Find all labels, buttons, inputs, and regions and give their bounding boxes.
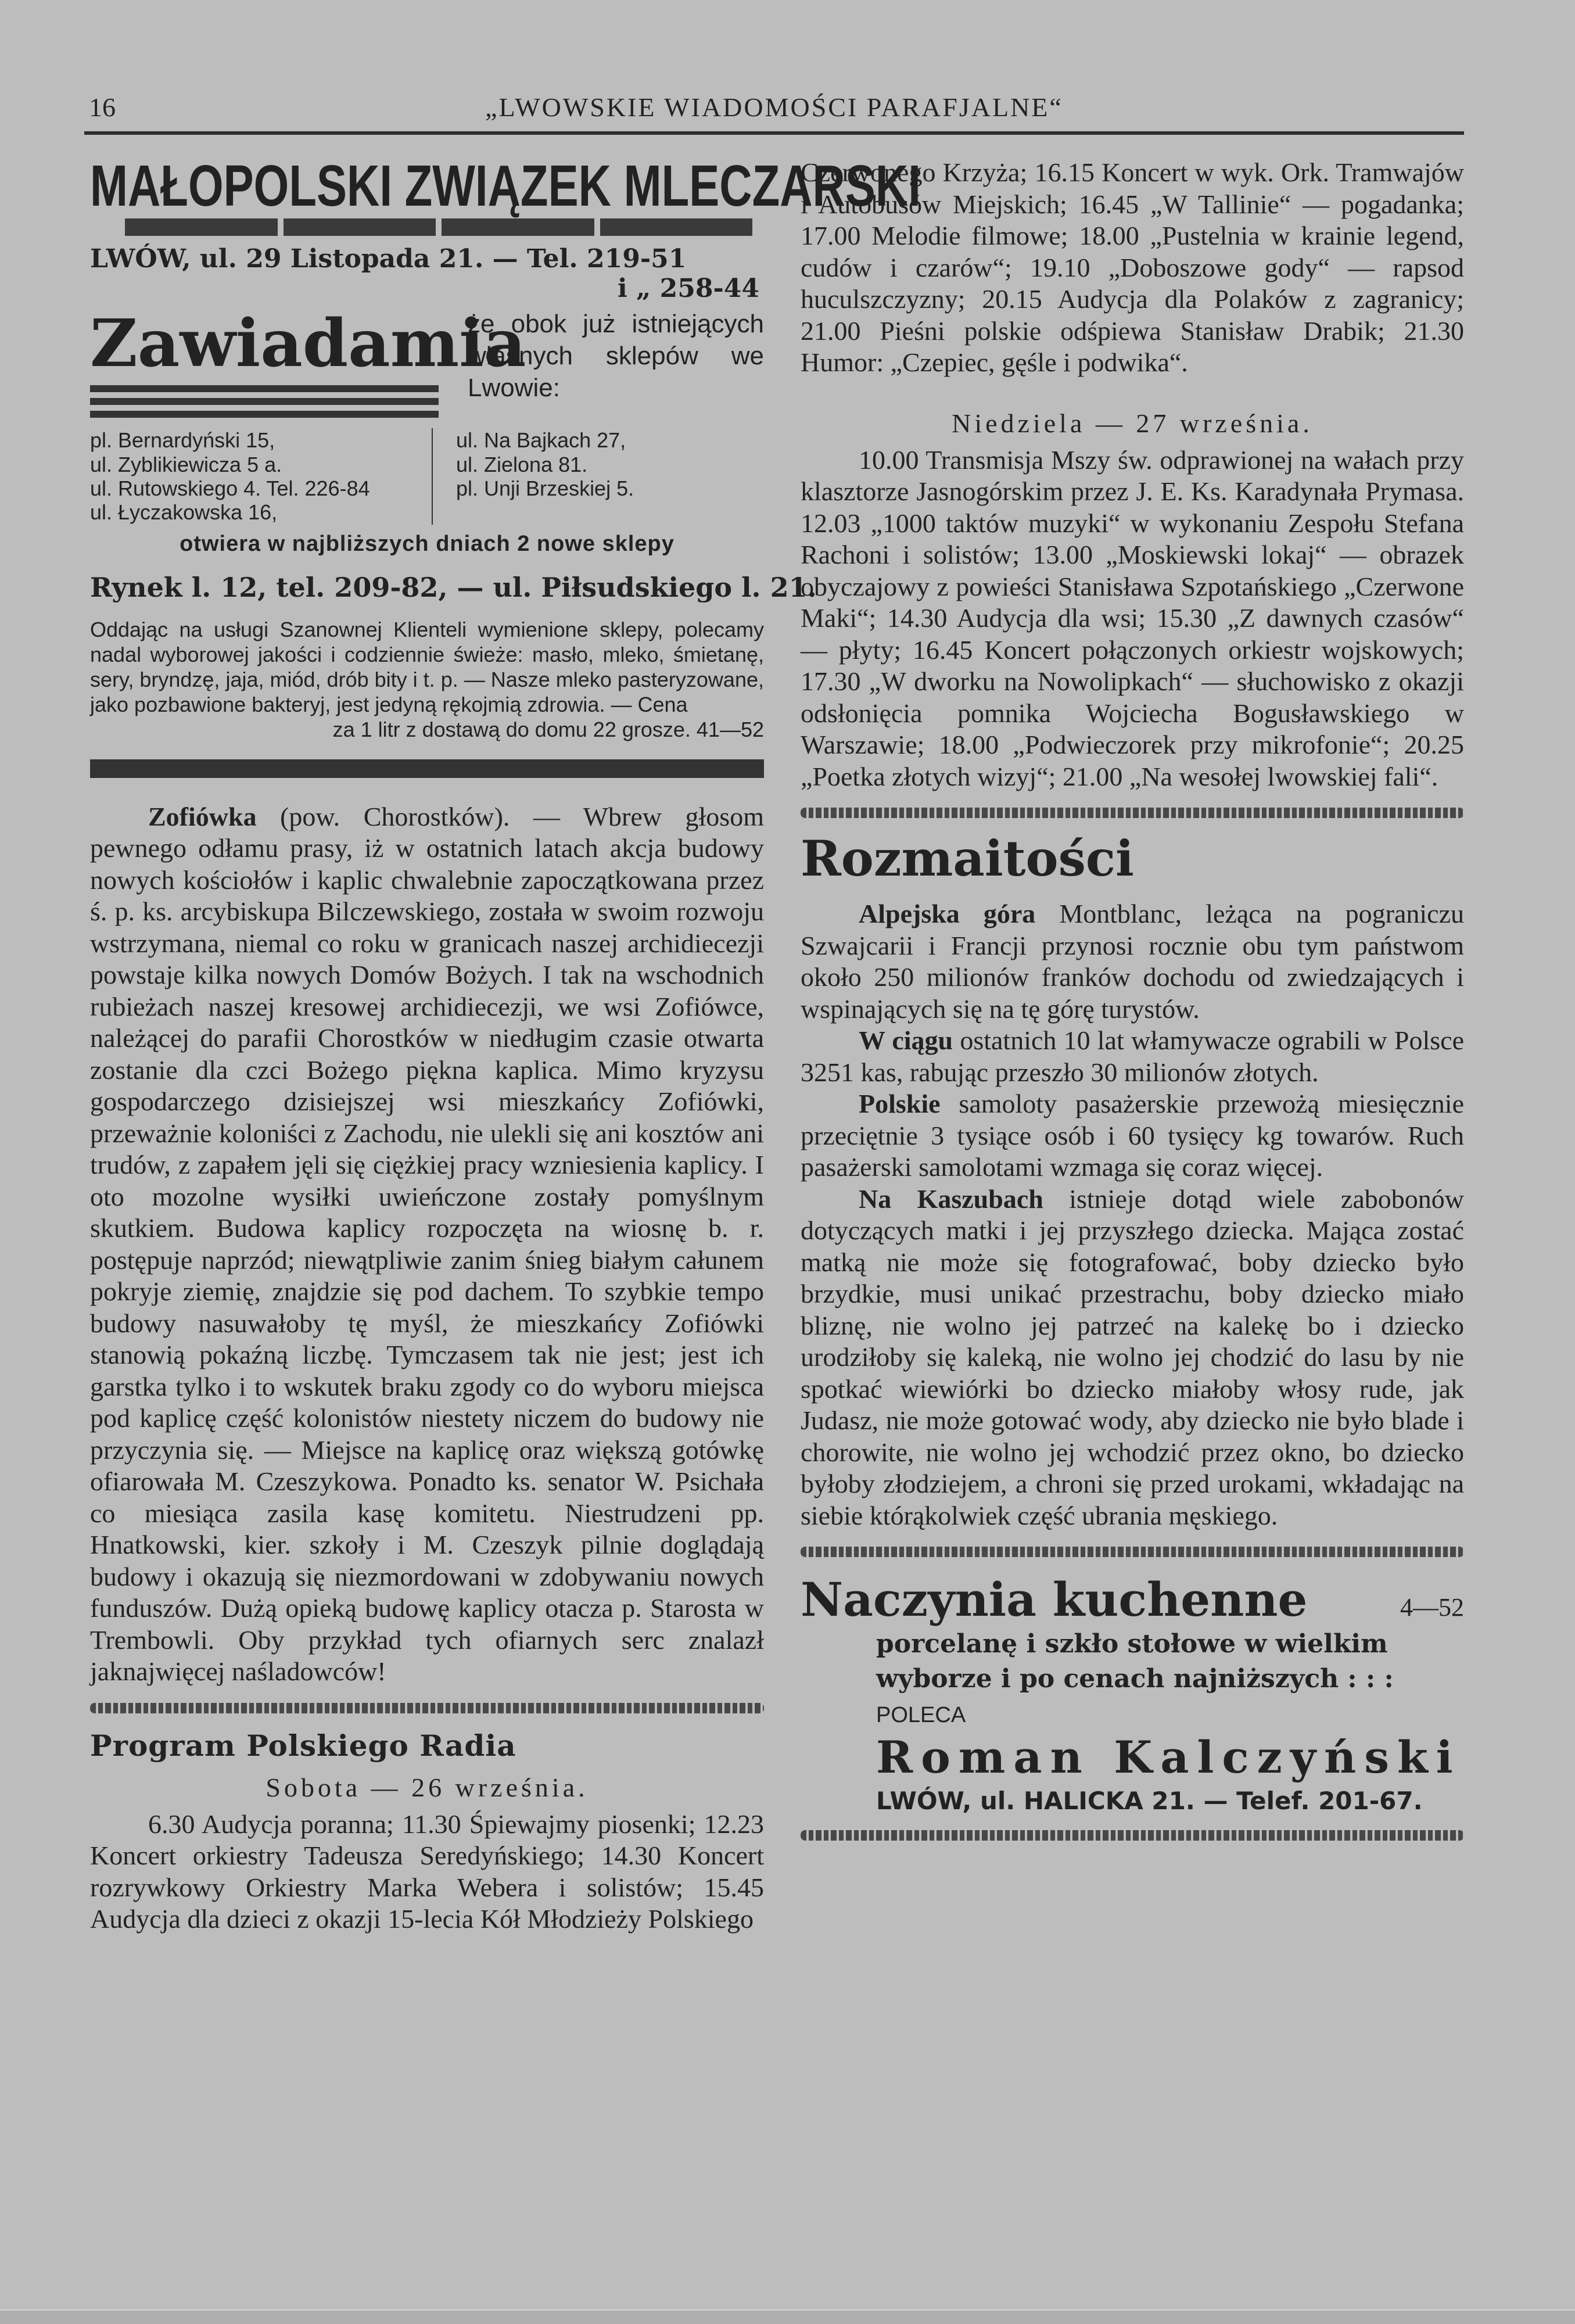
announce-text: że obok już istniejących własnych sklepów we Lwowie: (468, 310, 764, 402)
misc-lede: W ciągu (859, 1025, 953, 1056)
article-lede: Zofiówka (148, 801, 257, 831)
journal-title: „LWOWSKIE WIADOMOŚCI PARAFJALNE“ (485, 92, 1063, 122)
shop-addresses-right (433, 428, 634, 525)
recommends-label: POLECA (876, 1702, 966, 1727)
misc-lede: Na Kaszubach (859, 1183, 1043, 1214)
kitchenware-advertisement (801, 1572, 1464, 1815)
saturday-program-continued: Czerwonego Krzyża; 16.15 Koncert w wyk. Ork. Tramwajów i Autobusów Miejskich; 16.45 „W Tallinie“ — pogadanka; 17.00 Melodie filmowe; 18.00 „Pustelnia w krainie legend, cudów i czarów“; 19.10 „Doboszowe gody“ — rapsod huculszczyzny; 20.15 Audycja dla Polaków z zagranicy; 21.00 Pieśni polskie odśpiewa Stanisław Drabik; 21.30 Humor: „Czepiec, gęśle i podwika“. (801, 157, 1464, 377)
running-head (84, 87, 1464, 134)
misc-item (801, 898, 1464, 1025)
dairy-body: Oddając na usługi Szanownej Klienteli wymienione sklepy, polecamy nadal wyborowej jakości i codziennie świeże: masło, mleko, śmietanę, sery, bryndzę, jaja, miód, drób bity i t. p. — Nasze mleko pasteryzowane, jako pozbawione bakteryj, jest jedyną rękojmią zdrowia. — Cena (90, 617, 764, 717)
shop-address: ul. Rutowskiego 4. Tel. 226-84 (90, 476, 370, 500)
ornamental-divider (801, 1547, 1464, 1557)
misc-lede: Alpejska góra (859, 899, 1036, 929)
shop-address: pl. Unji Brzeskiej 5. (456, 476, 634, 500)
radio-title: Program Polskiego Radia (90, 1728, 516, 1763)
scan-edge (0, 2309, 1575, 2324)
right-column (801, 157, 1464, 1856)
misc-item (801, 1183, 1464, 1532)
kitchen-heading (801, 1572, 1464, 1627)
ornamental-divider (801, 808, 1464, 818)
misc-text: istnieje dotąd wiele zabobonów dotyczących matki i jej przyszłego dziecka. Mająca zostać matką nie może się fotografować, boby dziecko było brzydkie, musi unikać przestrachu, boby dziecko miało bliznę, nie wolno jej patrzeć na kalekę bo i dziecko urodziłoby się kaleką, nie wolno jej chodzić do lasu by nie spotkać wiewiórki bo dziecko miałoby włosy rude, jak Judasz, nie może gotować wody, aby dziecko nie było blade i chorowite, nie wolno jej wchodzić przez okno, bo dziecko byłoby złodziejem, a chroni się przed urokami, wkładając na siebie którąkolwiek część ubrania męskiego. (801, 1183, 1464, 1530)
shop-address-list (90, 428, 764, 525)
sunday-program: 10.00 Transmisja Mszy św. odprawionej na wałach przy klasztorze Jasnogórskim przez J. E. Ks. Karadynała Prymasa. 12.03 „1000 taktów muzyki“ w wykonaniu Zespołu Stefana Rachoni i solistów; 13.00 „Moskiewski lokaj“ — obrazek obyczajowy z powieści Stanisława Szpotańskiego „Czerwone Maki“; 14.30 Audycja dla wsi; 15.30 „Z dawnych czasów“ — płyty; 16.45 Koncert połączonych orkiestr wojskowych; 17.30 „W dworku na Nowolipkach“ — słuchowisko z okazji odsłonięcia pomnika Wojciecha Bogusławskiego w Warszawie; 18.00 „Podwieczorek przy mikrofonie“; 20.25 „Poetka złotych wizyj“; 21.00 „Na wesołej lwowskiej fali“. (801, 444, 1464, 791)
day-heading-saturday: Sobota — 26 września. (266, 1772, 589, 1802)
day-heading-sunday: Niedziela — 27 września. (952, 408, 1313, 438)
dairy-title-underline (125, 218, 752, 236)
miscellany (801, 830, 1464, 1532)
page-number: 16 (89, 92, 116, 122)
misc-item (801, 1025, 1464, 1088)
announce-word: Zawiadamia (90, 306, 526, 382)
new-shops: Rynek l. 12, tel. 209-82, — ul. Piłsudskiego l. 21. (90, 571, 817, 603)
shop-address: pl. Bernardyński 15, (90, 428, 275, 453)
misc-lede: Polskie (859, 1089, 941, 1119)
merchant-address: LWÓW, ul. HALICKA 21. — Telef. 201-67. (876, 1786, 1423, 1815)
dairy-phone-2: i „ 258-44 (618, 274, 759, 303)
dairy-address: LWÓW, ul. 29 Listopada 21. — Tel. 219-51 (90, 244, 687, 274)
misc-text: ostatnich 10 lat włamywacze ograbili w Polsce 3251 kas, rabując przeszło 30 milionów złotych. (801, 1025, 1464, 1087)
article-text: (pow. Chorostków). — Wbrew głosom pewnego odłamu prasy, iż w ostatnich latach akcja budowy nowych kościołów i kaplic chwalebnie zapoczątkowana przez ś. p. ks. arcybiskupa Bilczewskiego, została w swoim rozwoju wstrzymana, niemal co roku w granicach naszej archidiecezji powstaje kilka nowych Domów Bożych. I tak na wschodnich rubieżach naszej kresowej archidiecezji, we wsi Zofiówce, należącej do parafii Chorostków w niedługim czasie otwarta zostanie dla czci Bożego piękna kaplica. Mimo kryzysu gospodarczego dzisiejszej wsi mieszkańcy Zofiówki, przeważnie koloniści z Zachodu, nie ulekli się ani kosztów ani trudów, z zapałem jęli się ciężkiej pracy wzniesienia kaplicy. I oto mozolne wysiłki uwieńczone zostały pomyślnym skutkiem. Budowa kaplicy rozpoczęta na wiosnę b. r. postępuje naprzód; niewątpliwie zanim śnieg białym całunem pokryje ziemię, znajdzie się pod dachem. To szybkie tempo budowy nasuwałoby tę myśl, że mieszkańcy Zofiówki stanowią pokaźną liczbę. Tymczasem tak nie jest; jest ich garstka tylko i to wskutek braku zgody co do wyboru miejsca pod kaplicę część kolonistów niestety niczem do budowy nie przyczynia się. — Miejsce na kaplicę oraz większą gotówkę ofiarowała M. Czeszykowa. Ponadto ks. senator W. Psichała co miesiąca zasila kasę komitetu. Niestrudzeni pp. Hnatkowski, kier. szkoły i M. Czeszyk pilnie doglądają budowy i okazują się niezmordowani w zdobywaniu nowych funduszów. Dużą opieką budowę kaplicy otacza p. Starosta w Trembowli. Oby przykład tych ofiarnych serc znalazł jaknajwięcej naśladowców! (90, 801, 764, 1686)
dairy-title: MAŁOPOLSKI ZWIĄZEK MLECZARSKI (90, 153, 921, 218)
announce-block (90, 306, 526, 418)
shop-addresses-left (90, 428, 433, 525)
merchant-name: Roman Kalczyński (876, 1731, 1461, 1783)
divider-bar (90, 759, 764, 778)
saturday-program: 6.30 Audycja poranna; 11.30 Śpiewajmy piosenki; 12.23 Koncert orkiestry Tadeusza Seredyńskiego; 14.30 Koncert rozrywkowy Orkiestry Marka Webera i solistów; 15.45 Audycja dla dzieci z okazji 15-lecia Kół Młodzieży Polskiego (90, 1809, 764, 1934)
triple-rule (90, 385, 450, 418)
misc-text: Montblanc, leżąca na pograniczu Szwajcarii i Francji przynosi rocznie obu tym państwom około 250 milionów franków dochodu od zwiedzających i wspinających się na tę górę turystów. (801, 899, 1464, 1024)
dairy-price: za 1 litr z dostawą do domu 22 grosze. 41—52 (332, 717, 764, 741)
shop-address: ul. Zyblikiewicza 5 a. (90, 452, 282, 476)
misc-item (801, 1088, 1464, 1183)
ornamental-divider (90, 1703, 764, 1713)
radio-program (90, 1728, 764, 1935)
ornamental-divider (801, 1830, 1464, 1841)
misc-text: samoloty pasażerskie przewożą miesięcznie przeciętnie 3 tysiące osób i 60 tysięcy kg towarów. Ruch pasażerski samolotami wzmaga się coraz więcej. (801, 1089, 1464, 1182)
article-body (90, 801, 764, 1688)
kitchen-line: porcelanę i szkło stołowe w wielkim (876, 1629, 1388, 1659)
miscellany-title: Rozmaitości (801, 830, 1134, 887)
kitchen-title: Naczynia kuchenne (801, 1572, 1308, 1627)
shop-address: ul. Zielona 81. (456, 452, 588, 476)
header-rule (84, 131, 1464, 135)
ad-reference: 4—52 (1400, 1593, 1464, 1622)
zofiowka-article (90, 801, 764, 1688)
shop-address: ul. Na Bajkach 27, (456, 428, 626, 453)
dairy-advertisement (90, 153, 921, 778)
opening-notice: otwiera w najbliższych dniach 2 nowe sklepy (180, 531, 675, 556)
shop-address: ul. Łyczakowska 16, (90, 500, 278, 525)
kitchen-line: wyborze i po cenach najniższych : : : (876, 1663, 1394, 1694)
announce-row (90, 308, 764, 418)
kitchen-body (801, 1627, 1464, 1815)
